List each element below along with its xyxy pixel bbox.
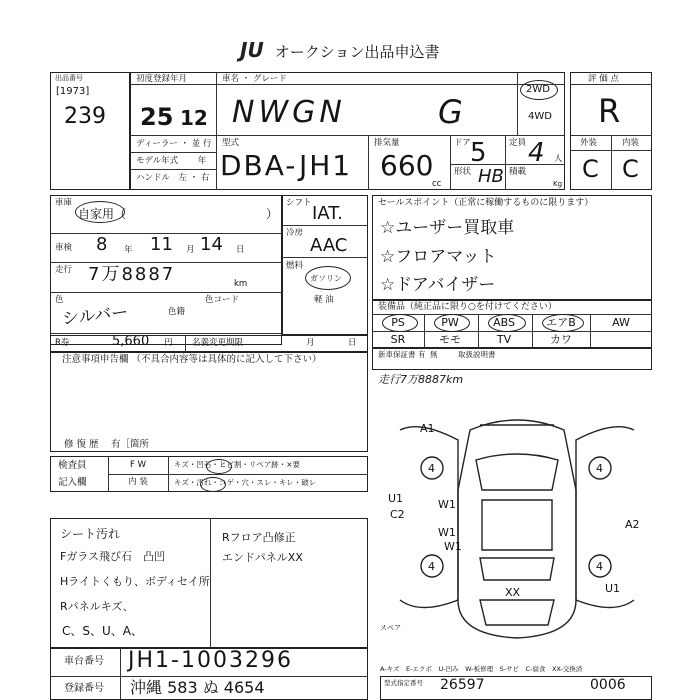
inspection-year: 8	[96, 234, 108, 255]
ins-note-4: Rパネルキズ、	[60, 600, 134, 613]
shift-value: IAT.	[312, 203, 343, 224]
warranty-yes: 有	[418, 350, 426, 359]
usage-circle	[75, 201, 125, 223]
sales-point-3: ☆ドアバイザー	[380, 275, 496, 295]
equip-pw-circle	[434, 314, 470, 332]
ins-note-7: エンドパネルXX	[222, 551, 303, 564]
capacity-label: 定員	[509, 138, 527, 148]
fw-options: キズ・凹石・ヒビ割・リペア跡・×要	[174, 460, 300, 469]
capacity-unit: 人	[554, 154, 563, 164]
ins-note-5: C、S、U、A、	[62, 624, 143, 638]
equip-ps: PS	[391, 316, 405, 329]
type-number-label: 型式指定番号	[384, 679, 423, 687]
car-body-outline	[458, 420, 576, 638]
equipment-label: 装備品（純正品に限り○を付けてください）	[378, 302, 557, 312]
interior-label: 内装	[622, 138, 640, 148]
handle-label: ハンドル 左 ・ 右	[136, 173, 210, 183]
fuel-label: 燃料	[286, 261, 304, 271]
spare-label: スペア	[380, 624, 401, 632]
windshield	[476, 454, 558, 490]
car-grade: G	[438, 93, 463, 131]
rating-score: R	[598, 92, 621, 130]
header	[240, 40, 439, 62]
roof	[482, 500, 552, 550]
mileage-value: 7万8887	[88, 264, 176, 285]
sales-label: セールスポイント（正常に稼働するものに限ります）	[378, 198, 594, 208]
drive-2wd-label: 2WD	[526, 84, 550, 95]
inspection-day: 14	[200, 234, 223, 255]
car-name: NWGN	[232, 95, 346, 130]
inspection-month-word: 月	[186, 245, 195, 255]
tire-fl-value: 4	[428, 462, 435, 475]
tire-fr-value: 4	[596, 462, 603, 475]
ins-note-1: シート汚れ	[60, 527, 121, 541]
first-reg-label: 初度登録年月	[136, 74, 188, 84]
chassis-label: 車台番号	[64, 656, 104, 667]
shape-value: HB	[478, 166, 504, 187]
type-number-value: 26597	[440, 677, 485, 693]
plate-value: 沖縄 583 ぬ 4654	[130, 678, 265, 697]
equip-abs: ABS	[493, 316, 515, 329]
name-change-month: 月	[306, 338, 315, 348]
equip-tv: TV	[496, 333, 512, 346]
fw-label: F W	[130, 460, 146, 470]
ac-value: AAC	[310, 235, 348, 256]
mark-a2: A2	[625, 518, 640, 531]
tire-marks	[421, 457, 611, 577]
diesel-label: 軽 油	[314, 295, 334, 305]
sales-point-1: ☆ユーザー買取車	[380, 218, 515, 238]
mark-w1c: W1	[444, 540, 462, 553]
mark-u1: U1	[388, 492, 404, 505]
type-number-value-2: 0006	[590, 677, 626, 693]
dealer-label: ディーラー ・ 並 行	[136, 139, 212, 149]
ac-label: 冷房	[286, 228, 304, 238]
mark-u1b: U1	[605, 582, 621, 595]
equip-ps-circle	[382, 314, 418, 332]
load-label: 積載	[509, 167, 527, 177]
inspection-day-word: 日	[236, 245, 245, 255]
reg-year: 25	[140, 103, 174, 131]
equip-airbag-circle	[542, 314, 584, 332]
mark-w1a: W1	[438, 498, 456, 511]
color-value: シルバー	[61, 302, 130, 330]
inspection-year-word: 年	[124, 245, 133, 255]
equip-momo: モモ	[439, 333, 461, 346]
recycle-unit: 円	[164, 338, 173, 348]
load-unit: Kg	[553, 180, 563, 188]
displacement-label: 排気量	[374, 138, 400, 148]
displacement-value: 660	[380, 149, 434, 182]
reg-month: 12	[180, 106, 208, 130]
interior-score: C	[622, 155, 639, 183]
usage-value: 自家用（	[78, 207, 127, 221]
warranty-label: 新車保証書	[378, 350, 416, 359]
mileage-note: 走行7万8887km	[378, 373, 464, 386]
usage-close: ）	[266, 207, 279, 221]
usage-label: 車庫	[55, 198, 73, 208]
plate-label: 登録番号	[64, 683, 104, 694]
equip-leather: カワ	[550, 333, 572, 346]
door-value: 5	[470, 138, 487, 168]
exterior-score: C	[582, 155, 599, 183]
damage-legend: A-キズ E-エクボ U-凹み W-板修理 S-サビ C-腐食 XX-交換済	[380, 665, 583, 673]
mark-xx: XX	[505, 586, 521, 599]
int-circle	[200, 477, 226, 492]
rear-window	[480, 558, 554, 580]
manual-label: 取扱説明書	[458, 350, 496, 359]
color-name-label: 色籍	[168, 307, 186, 317]
door-label: ドア	[454, 138, 471, 148]
lot-label: 出品番号	[55, 74, 83, 82]
interior-options: キズ・汚れ・コゲ・穴・スレ・キレ・破レ	[174, 478, 317, 487]
mark-a1: A1	[420, 422, 435, 435]
capacity-value: 4	[528, 138, 545, 168]
ins-note-6: Rフロア凸修正	[222, 531, 296, 544]
notes-box	[50, 352, 368, 452]
chassis-value: JH1-1003296	[128, 648, 293, 673]
form-title: オークション出品申込書	[274, 43, 440, 61]
mark-w1b: W1	[438, 526, 456, 539]
equip-abs-circle	[488, 314, 526, 332]
name-change-day: 日	[348, 338, 357, 348]
inspector-label-2: 記入欄	[58, 477, 87, 488]
equip-aw: AW	[612, 316, 630, 329]
color-code-label: 色コード	[205, 295, 240, 305]
equip-pw: PW	[441, 316, 459, 329]
side-left	[400, 427, 458, 608]
sales-point-2: ☆フロアマット	[380, 247, 497, 267]
interior-row-label: 内 装	[128, 477, 148, 487]
name-change-label: 名義変更期限	[192, 338, 244, 348]
displacement-unit: cc	[432, 179, 442, 189]
mileage-label: 走行	[55, 265, 73, 275]
ins-note-3: Hライトくもり、ボディセイ所	[60, 575, 210, 588]
fw-circle	[206, 459, 232, 474]
rating-label: 評 価 点	[588, 74, 619, 84]
mark-c2: C2	[390, 508, 405, 521]
model-code: DBA-JH1	[220, 149, 353, 182]
inspection-month: 11	[150, 234, 173, 255]
mileage-unit: km	[234, 279, 248, 289]
shift-label: シフト	[286, 198, 312, 208]
warranty-no: 無	[430, 350, 438, 359]
stock-number: [1973]	[56, 86, 90, 97]
equip-sr: SR	[390, 333, 406, 346]
tire-rl-value: 4	[428, 560, 435, 573]
rear-panel	[480, 600, 554, 625]
model-year-label: モデル年式 年	[136, 156, 207, 166]
repair-history: 修 復 歴 有［箇所	[64, 439, 150, 450]
recycle-value: 5,660	[112, 334, 150, 349]
fuel-value: ガソリン	[310, 274, 342, 283]
lot-number: 239	[64, 104, 106, 129]
logo: JU	[240, 38, 264, 62]
car-name-label: 車名 ・ グレード	[222, 74, 287, 84]
notes-label: 注意事項申告欄 （不具合内容等は具体的に記入して下さい）	[62, 354, 322, 365]
color-label: 色	[55, 295, 64, 305]
equip-airbag: エアB	[546, 316, 576, 329]
drive-4wd-label: 4WD	[528, 111, 552, 122]
inspector-label-1: 検査員	[58, 460, 87, 471]
exterior-label: 外装	[580, 138, 598, 148]
recycle-label: R券	[55, 338, 70, 348]
car-damage-diagram	[380, 400, 655, 655]
inspection-label: 車検	[55, 243, 73, 253]
shape-label: 形状	[454, 167, 472, 177]
tire-rr-value: 4	[596, 560, 603, 573]
ins-note-2: Fガラス飛び石 凸凹	[60, 550, 165, 563]
model-label: 型式	[222, 138, 240, 148]
